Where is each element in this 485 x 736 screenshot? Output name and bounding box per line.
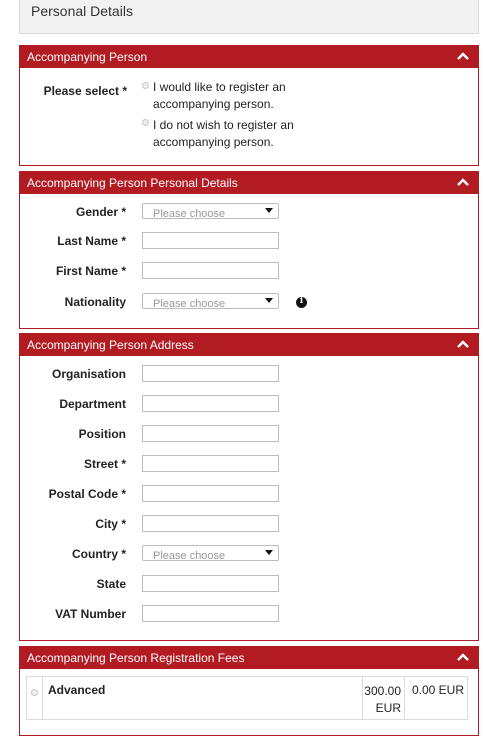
position-label: Position <box>78 427 126 441</box>
position-input[interactable] <box>142 425 279 442</box>
state-input[interactable] <box>142 575 279 592</box>
fee-price <box>364 683 401 717</box>
position-row <box>20 425 478 445</box>
fee-total-cell <box>405 677 467 719</box>
gender-select[interactable] <box>142 203 279 219</box>
no-accompanying-radio[interactable] <box>142 119 149 126</box>
chevron-up-icon[interactable] <box>457 177 469 187</box>
info-icon[interactable]: i <box>296 297 307 308</box>
department-row <box>20 395 478 415</box>
city-label: City * <box>95 517 126 531</box>
country-row <box>20 545 478 565</box>
nationality-row <box>20 293 478 313</box>
nationality-placeholder: Please choose <box>153 298 226 309</box>
registration-fees-panel <box>19 646 479 736</box>
accompanying-address-panel <box>19 333 479 641</box>
chevron-up-icon[interactable] <box>457 339 469 349</box>
last-name-label: Last Name * <box>57 234 126 248</box>
street-input[interactable] <box>142 455 279 472</box>
page-title: Personal Details <box>31 3 133 19</box>
address-header[interactable] <box>20 334 478 356</box>
gender-label: Gender * <box>75 205 126 219</box>
chevron-up-icon[interactable] <box>457 652 469 662</box>
panel-title: Accompanying Person Personal Details <box>27 176 238 190</box>
fee-name: Advanced <box>48 683 106 697</box>
city-row <box>20 515 478 535</box>
nationality-label: Nationality <box>64 295 126 309</box>
dropdown-arrow-icon <box>265 207 273 214</box>
panel-title: Accompanying Person <box>27 50 148 64</box>
fee-price-cell <box>363 677 405 719</box>
department-label: Department <box>59 397 126 411</box>
dropdown-arrow-icon <box>265 297 273 304</box>
department-input[interactable] <box>142 395 279 412</box>
state-label: State <box>96 577 126 591</box>
organisation-label: Organisation <box>51 367 126 381</box>
chevron-up-icon[interactable] <box>457 51 469 61</box>
state-row <box>20 575 478 595</box>
fee-total: 0.00 EUR <box>411 683 464 697</box>
first-name-label: First Name * <box>55 264 126 278</box>
postal-code-label: Postal Code * <box>48 487 126 501</box>
organisation-input[interactable] <box>142 365 279 382</box>
fees-table <box>26 676 468 720</box>
vat-number-label: VAT Number <box>55 607 126 621</box>
postal-code-input[interactable] <box>142 485 279 502</box>
dropdown-arrow-icon <box>265 549 273 556</box>
personal-details-header[interactable] <box>20 172 478 194</box>
fee-price-amount: 300.00 <box>364 684 401 698</box>
city-input[interactable] <box>142 515 279 532</box>
fee-select-radio[interactable] <box>31 689 38 696</box>
last-name-input[interactable] <box>142 232 279 249</box>
fee-name-cell <box>43 677 363 719</box>
accompanying-person-header[interactable] <box>20 46 478 68</box>
country-select[interactable] <box>142 545 279 561</box>
first-name-input[interactable] <box>142 262 279 279</box>
personal-details-section <box>19 0 479 34</box>
gender-placeholder: Please choose <box>153 208 226 219</box>
no-accompanying-text[interactable]: I do not wish to register an accompanying person. <box>153 118 294 149</box>
vat-number-input[interactable] <box>142 605 279 622</box>
organisation-row <box>20 365 478 385</box>
panel-title: Accompanying Person Address <box>27 338 194 352</box>
first-name-row <box>20 262 478 282</box>
street-row <box>20 455 478 475</box>
fees-header[interactable] <box>20 647 478 669</box>
accompanying-personal-details-panel <box>19 171 479 329</box>
country-label: Country * <box>72 547 126 561</box>
vat-number-row <box>20 605 478 625</box>
accompanying-person-panel <box>19 45 479 166</box>
postal-code-row <box>20 485 478 505</box>
fee-price-currency: EUR <box>375 701 401 715</box>
register-accompanying-text[interactable]: I would like to register an accompanying person. <box>153 80 286 111</box>
fee-select-cell <box>27 677 43 719</box>
nationality-select[interactable] <box>142 293 279 309</box>
please-select-label: Please select * <box>43 84 127 98</box>
register-accompanying-radio[interactable] <box>142 82 149 89</box>
street-label: Street * <box>83 457 126 471</box>
last-name-row <box>20 232 478 252</box>
gender-row <box>20 203 478 223</box>
panel-title: Accompanying Person Registration Fees <box>27 651 245 665</box>
country-placeholder: Please choose <box>153 550 226 561</box>
